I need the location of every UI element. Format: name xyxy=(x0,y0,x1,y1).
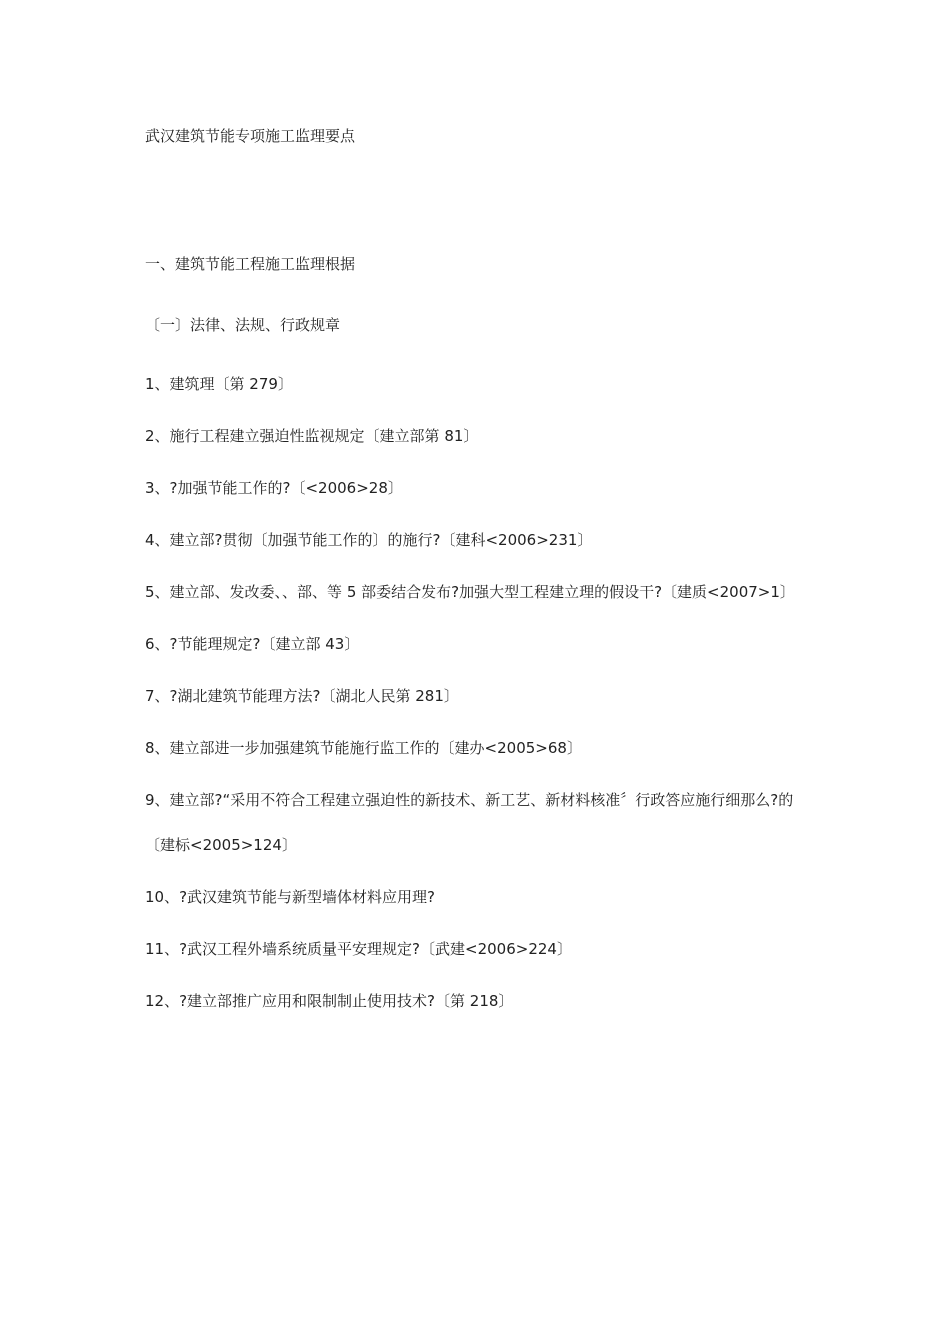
regulation-list xyxy=(145,373,805,1042)
list-item: 7、?湖北建筑节能理方法?〔湖北人民第 281〕 xyxy=(145,687,459,705)
list-item: 3、?加强节能工作的?〔<2006>28〕 xyxy=(145,479,403,497)
list-item: 10、?武汉建筑节能与新型墙体材料应用理? xyxy=(145,888,436,906)
list-item: 6、?节能理规定?〔建立部 43〕 xyxy=(145,635,360,653)
list-item: 1、建筑理〔第 279〕 xyxy=(145,375,293,393)
list-item: 9、建立部?“采用不符合工程建立强迫性的新技术、新工艺、新材料核准〞行政答应施行细那么?的〔建标<2005>124〕 xyxy=(145,791,794,854)
subsection-heading: 〔一〕法律、法规、行政规章 xyxy=(145,316,341,334)
document-title: 武汉建筑节能专项施工监理要点 xyxy=(145,127,356,145)
list-item: 4、建立部?贯彻〔加强节能工作的〕的施行?〔建科<2006>231〕 xyxy=(145,531,593,549)
list-item: 12、?建立部推广应用和限制制止使用技术?〔第 218〕 xyxy=(145,992,514,1010)
list-item: 8、建立部进一步加强建筑节能施行监工作的〔建办<2005>68〕 xyxy=(145,739,582,757)
section-heading: 一、建筑节能工程施工监理根据 xyxy=(145,255,356,273)
list-item: 5、建立部、发改委、、部、等 5 部委结合发布?加强大型工程建立理的假设干?〔建质<2007>1〕 xyxy=(145,583,795,601)
list-item: 11、?武汉工程外墙系统质量平安理规定?〔武建<2006>224〕 xyxy=(145,940,572,958)
list-item: 2、施行工程建立强迫性监视规定〔建立部第 81〕 xyxy=(145,427,479,445)
